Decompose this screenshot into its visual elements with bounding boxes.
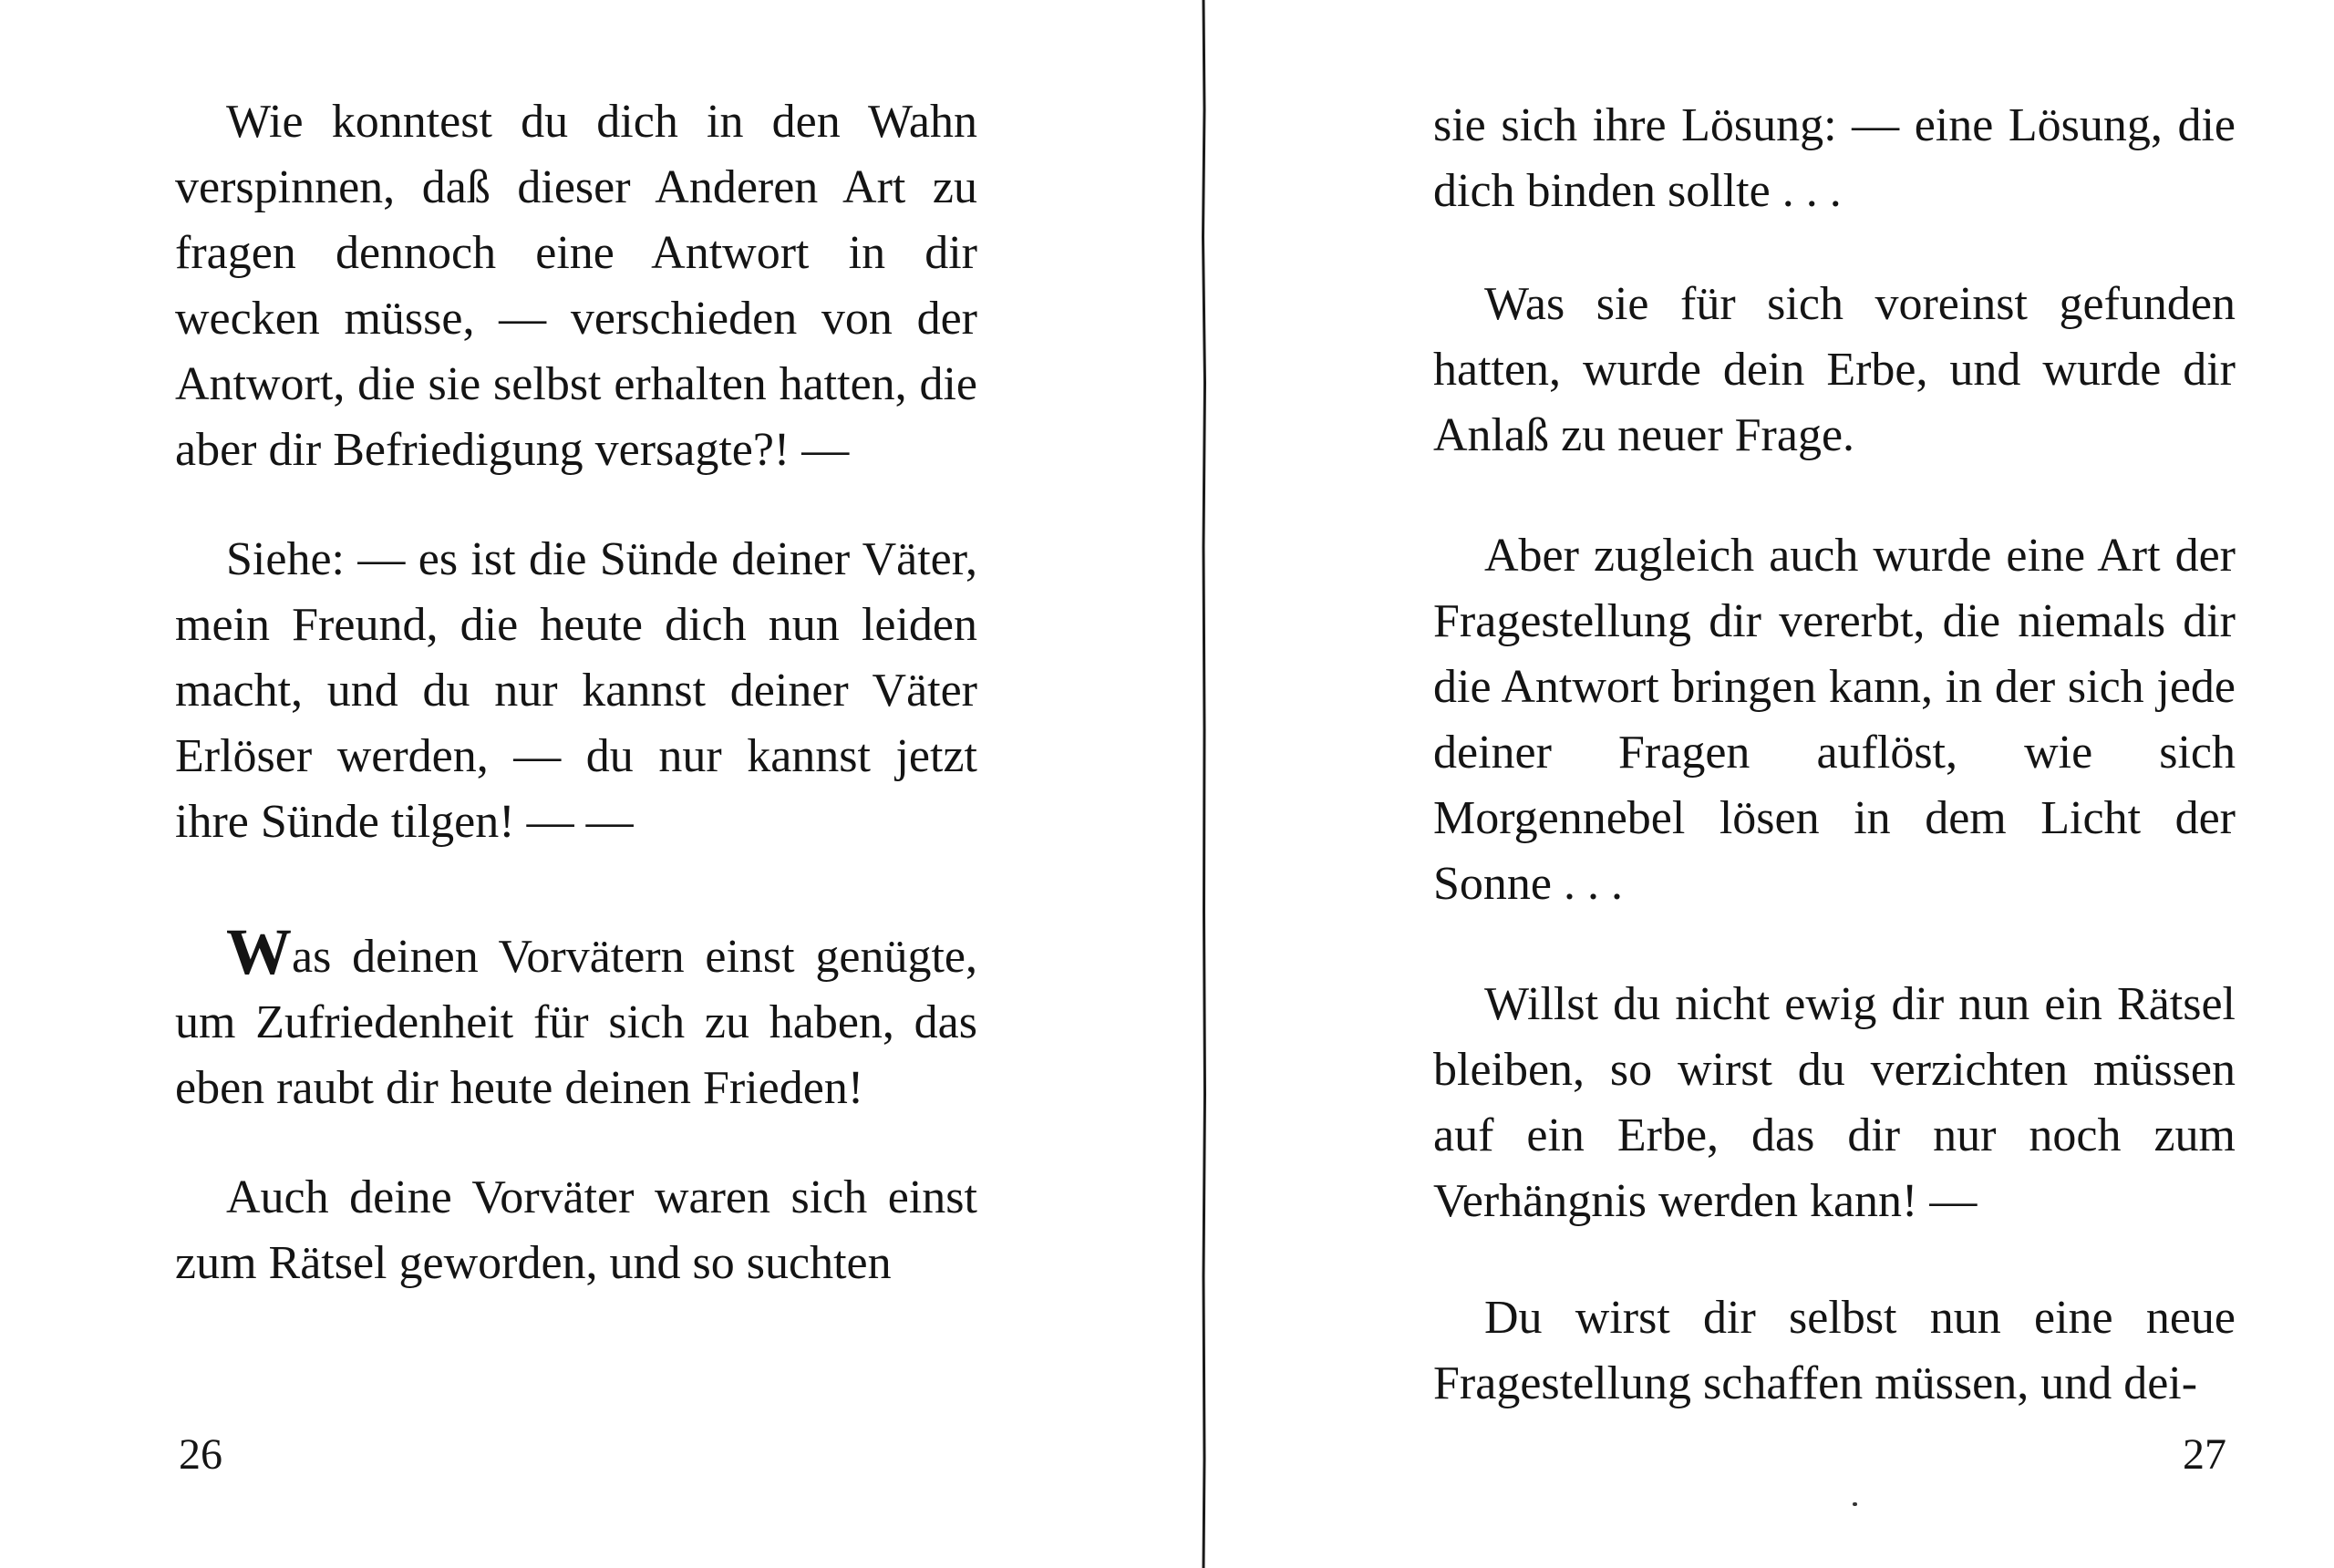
paragraph: Wie konntest du dich in den Wahn verspinnen, daß dieser Anderen Art zu fragen dennoch eine Antwort in dir wecken müsse, — verschieden von der Antwort, die sie selbst erhalten hatten, die aber dir Befriedigung versagte?! — <box>175 96 977 476</box>
drop-cap: W <box>226 915 292 988</box>
paragraph: Willst du nicht ewig dir nun ein Rätsel bleiben, so wirst du verzichten müssen auf ein Erbe, das dir nur noch zum Verhängnis werden kann! — <box>1433 978 2236 1227</box>
right-page <box>1203 0 2334 1568</box>
paragraph: Siehe: — es ist die Sünde deiner Väter, mein Freund, die heute dich nun leiden macht, und du nur kannst deiner Väter Erlöser werden, — du nur kannst jetzt ihre Sünde tilgen! — — <box>175 533 977 848</box>
page-number: 26 <box>179 1430 222 1479</box>
paragraph: Aber zugleich auch wurde eine Art der Fragestellung dir vererbt, die niemals dir die Antwort bringen kann, in der sich jede deiner Fragen auflöst, wie sich Morgennebel lösen in dem Licht der Sonne . . . <box>1433 530 2236 910</box>
left-page-text <box>175 89 977 1296</box>
paragraph: sie sich ihre Lösung: — eine Lösung, die dich binden sollte . . . <box>1433 99 2236 217</box>
paragraph-with-dropcap <box>175 915 977 1121</box>
paragraph-text: as deinen Vorvätern einst genügte, um Zufriedenheit für sich zu haben, das eben raubt dir heute deinen Frieden! <box>175 931 977 1114</box>
page-number: 27 <box>2183 1430 2226 1479</box>
paragraph: Auch deine Vorväter waren sich einst zum Rätsel geworden, und so suchten <box>175 1171 977 1289</box>
right-page-text <box>1433 93 2236 1417</box>
ink-speck <box>1853 1502 1857 1506</box>
paragraph: Was sie für sich voreinst gefunden hatten, wurde dein Erbe, und wurde dir Anlaß zu neuer Frage. <box>1433 278 2236 461</box>
paragraph: Du wirst dir selbst nun eine neue Fragestellung schaffen müssen, und dei- <box>1433 1292 2236 1409</box>
